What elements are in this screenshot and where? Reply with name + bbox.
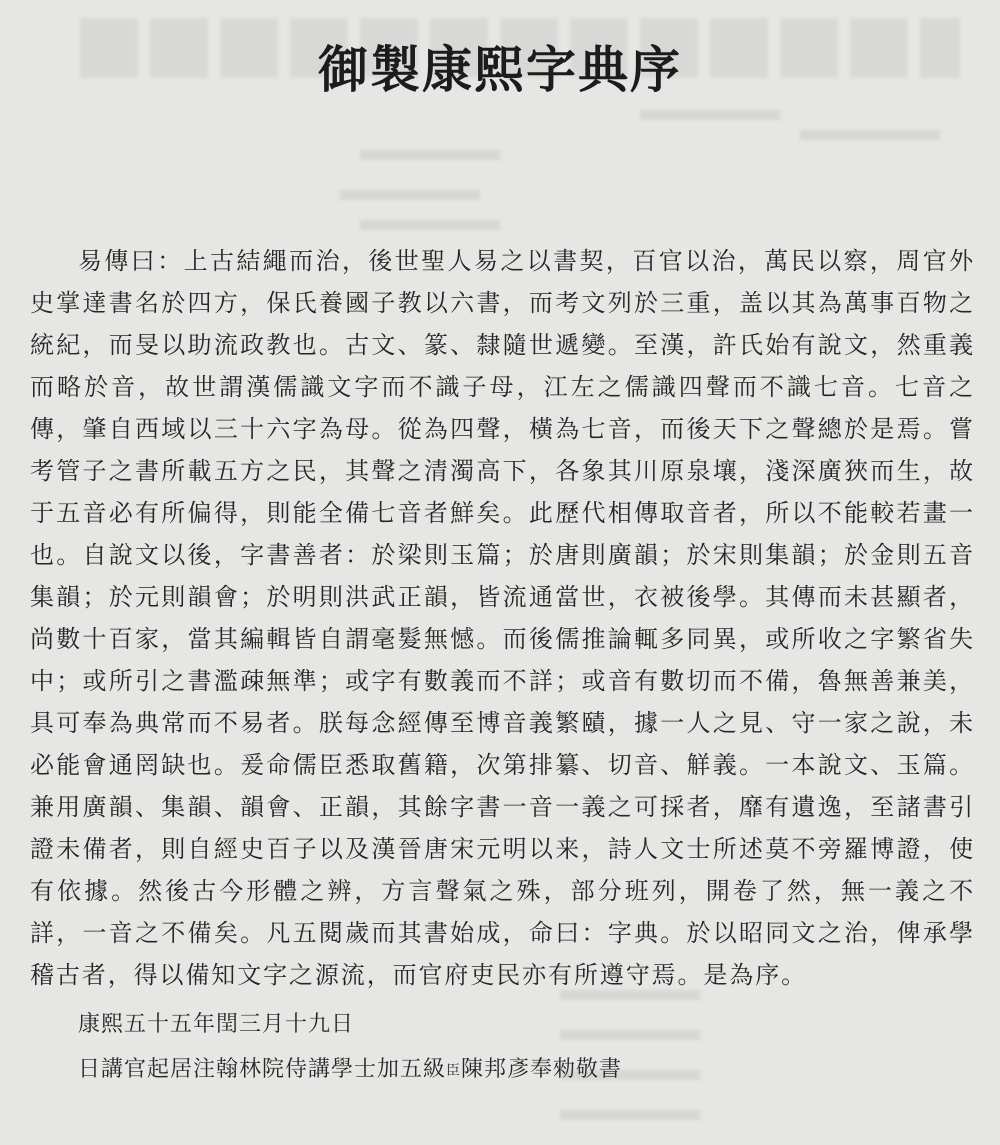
signature-name: 陳邦彥奉勑敬書 <box>461 1057 623 1082</box>
page-title: 御製康熙字典序 <box>318 41 682 99</box>
date-line: 康熙五十五年閏三月十九日 <box>78 1012 355 1037</box>
preface-paragraph: 易傳曰：上古結繩而治，後世聖人易之以書契，百官以治，萬民以察，周官外史掌達書名於四方，保氏養國子教以六書，而考文列於三重，盖以其為萬事百物之統紀，而旻以助流政教也。古文、篆、隸隨世遞變。至漢，許氏始有說文，然重義而略於音，故世謂漢儒識文字而不識子母，江左之儒識四聲而不識七音。七音之傳，肇自西域以三十六字為母。從為四聲，橫為七音，而後天下之聲總於是焉。嘗考管子之書所載五方之民，其聲之清濁高下，各象其川原泉壤，淺深廣狹而生，故于五音必有所偏得，則能全備七音者鮮矣。此歷代相傳取音者，所以不能較若畫一也。自說文以後，字書善者：於梁則玉篇；於唐則廣韻；於宋則集韻；於金則五音集韻；於元則韻會；於明則洪武正韻，皆流通當世，衣被後學。其傳而未甚顯者，尚數十百家，當其編輯皆自謂毫髮無憾。而後儒推論輒多同異，或所收之字繁省失中；或所引之書濫疎無準；或字有數義而不詳；或音有數切而不備，魯無善兼美，具可奉為典常而不易者。朕每念經傳至博音義繁賾，據一人之見、守一家之說，未必能會通罔缺也。爰命儒臣悉取舊籍，次第排纂、切音、觧義。一本說文、玉篇。兼用廣韻、集韻、韻會、正韻，其餘字書一音一義之可採者，靡有遺逸，至諸書引證未備者，則自經史百子以及漢晉唐宋元明以来，詩人文士所述莫不旁羅博證，使有依據。然後古今形體之辨，方言聲氣之殊，部分班列，開卷了然，無一義之不詳，一音之不備矣。凡五閱歲而其書始成，命曰：字典。於以昭同文之治，俾承學稽古者，得以備知文字之源流，而官府吏民亦有所遵守焉。是為序。 <box>30 247 975 989</box>
signature-subject-mark: 臣 <box>446 1063 462 1079</box>
signature-line <box>78 1050 622 1091</box>
signature-title: 日講官起居注翰林院侍講學士加五級 <box>78 1057 447 1082</box>
preface-body <box>30 240 975 996</box>
